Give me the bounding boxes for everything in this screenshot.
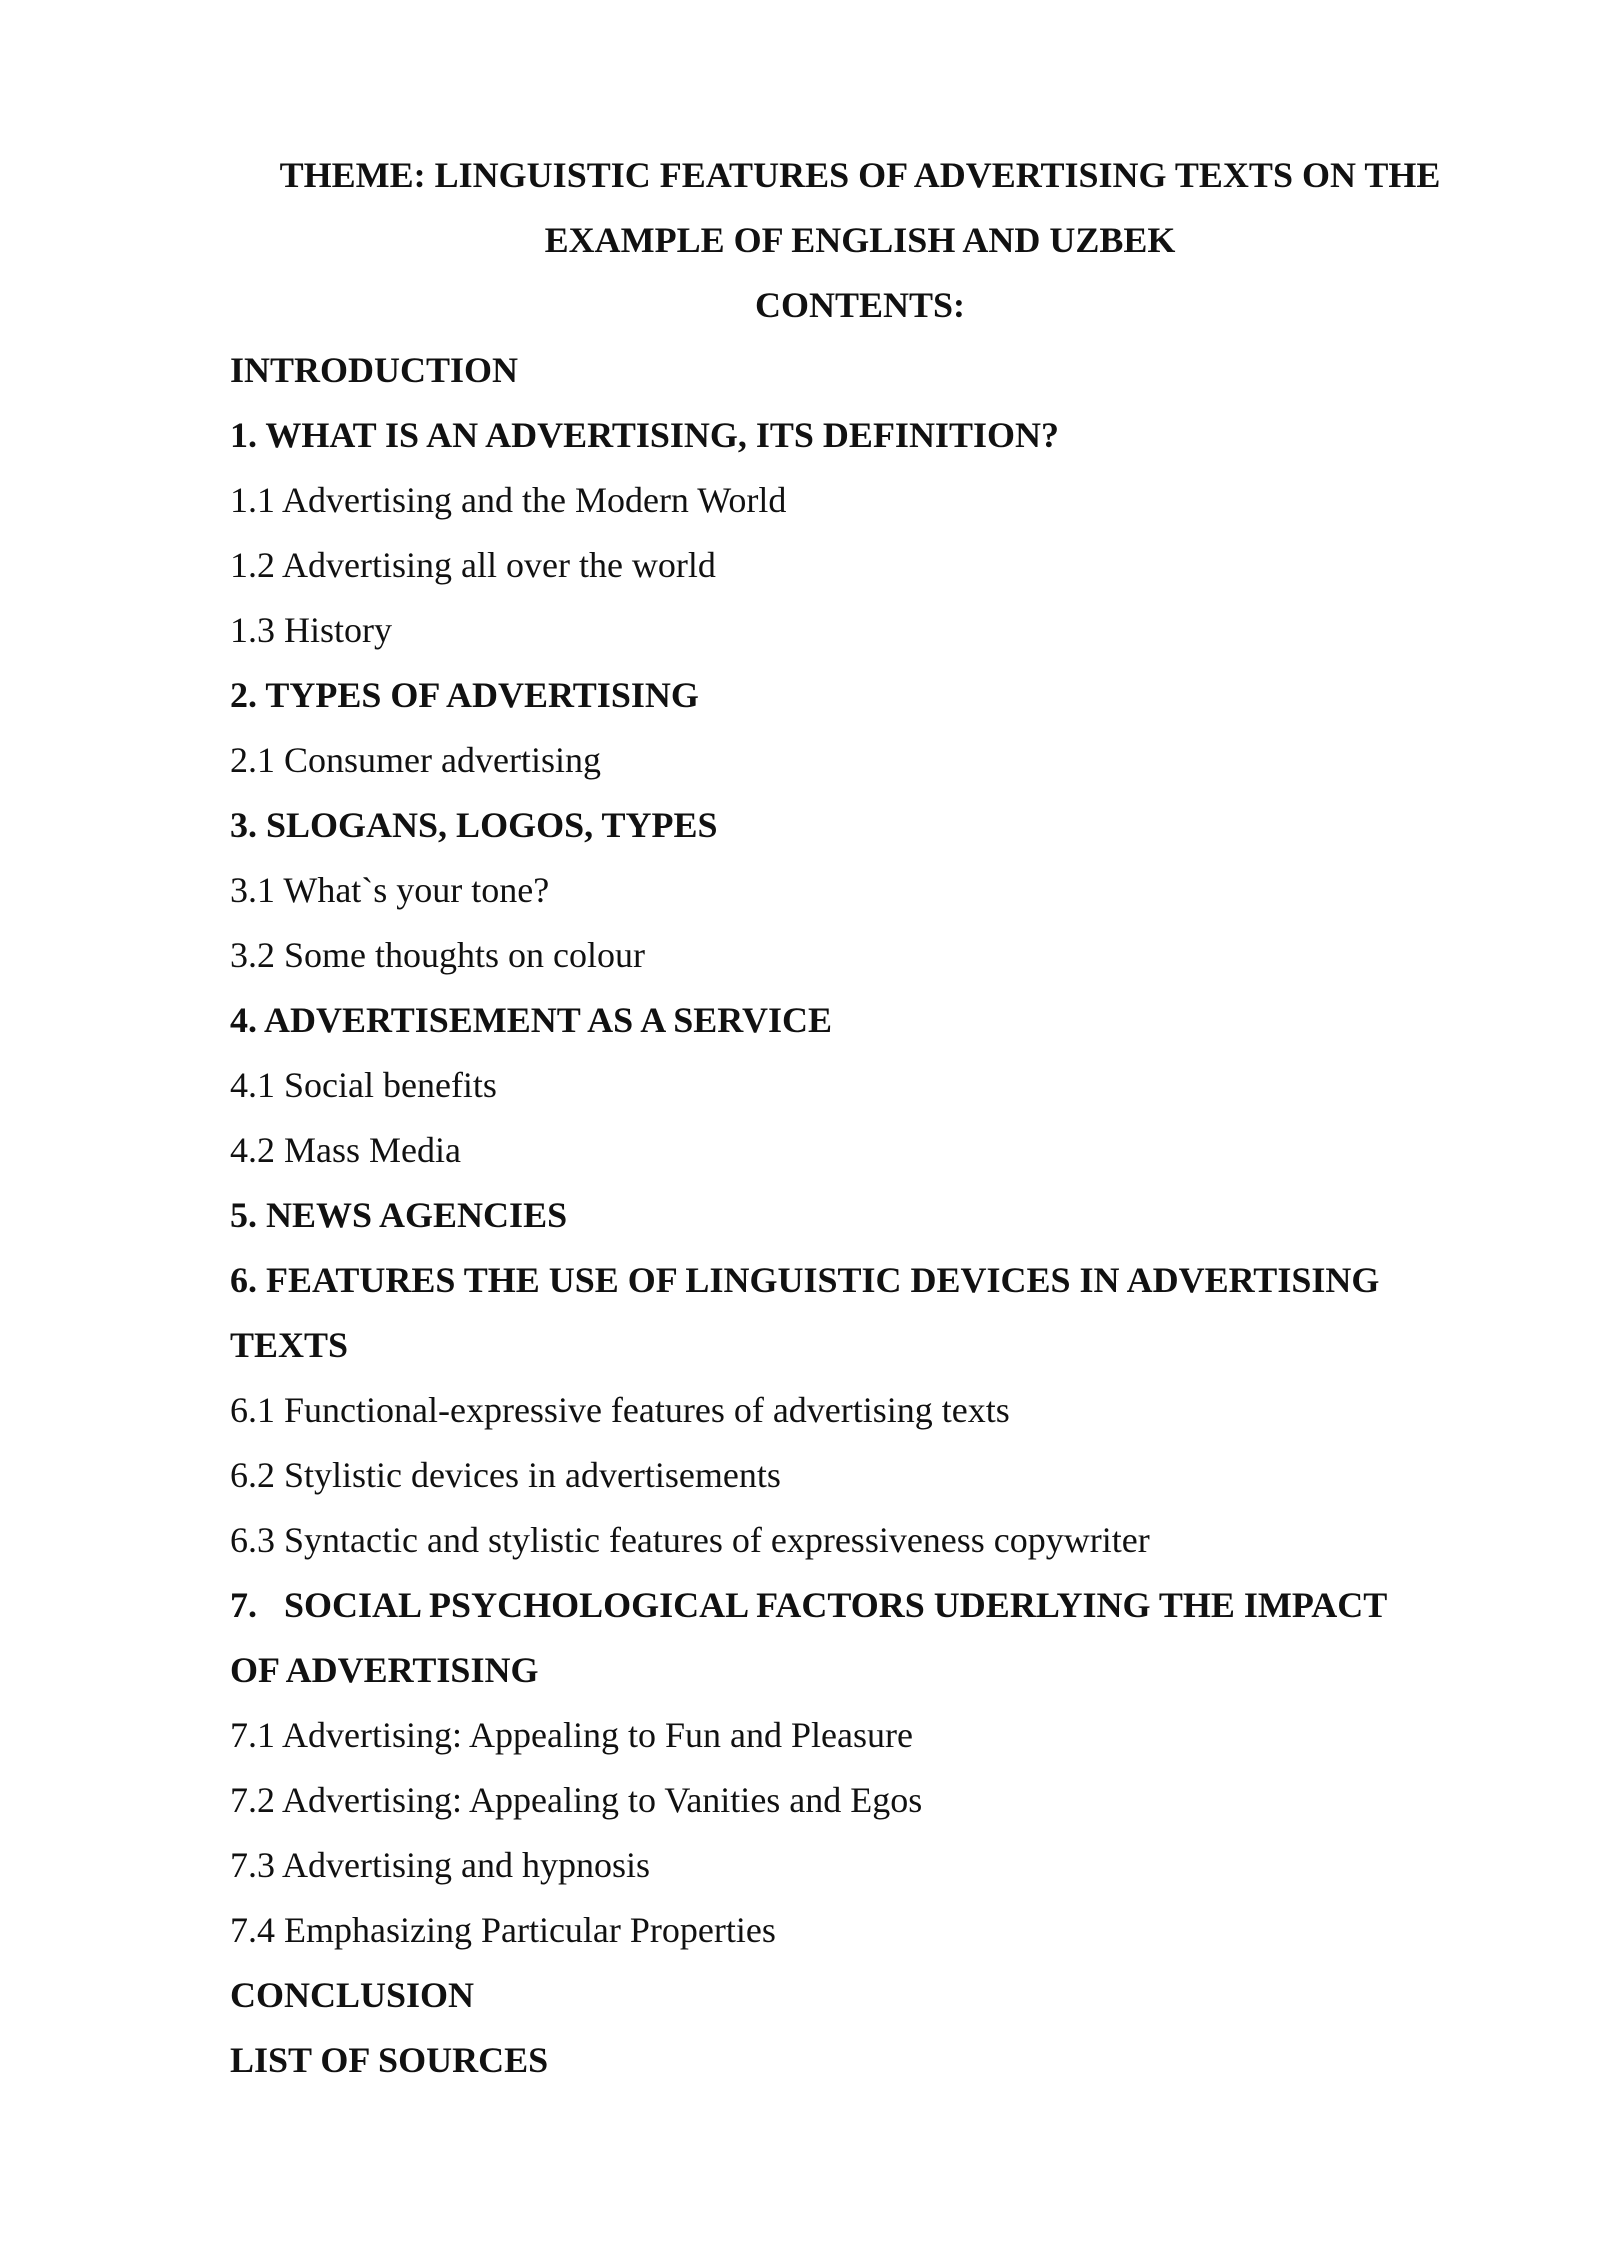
toc-subsection-item: 1.2 Advertising all over the world: [230, 545, 716, 585]
toc-section-heading: 3. SLOGANS, LOGOS, TYPES: [230, 805, 718, 845]
toc-subsection-item: 7.4 Emphasizing Particular Properties: [230, 1910, 776, 1950]
toc-subsection-item: 3.1 What`s your tone?: [230, 870, 550, 910]
toc-subsection-item: 2.1 Consumer advertising: [230, 740, 601, 780]
theme-title-line-1: THEME: LINGUISTIC FEATURES OF ADVERTISING TEXTS ON THE: [279, 155, 1441, 195]
toc-section-heading: 4. ADVERTISEMENT AS A SERVICE: [230, 1000, 832, 1040]
toc-subsection-item: 7.1 Advertising: Appealing to Fun and Pleasure: [230, 1715, 913, 1755]
toc-subsection-item: 1.3 History: [230, 610, 392, 650]
toc-subsection-item: 7.3 Advertising and hypnosis: [230, 1845, 650, 1885]
toc-subsection-item: 7.2 Advertising: Appealing to Vanities and Egos: [230, 1780, 923, 1820]
toc-subsection-item: 4.2 Mass Media: [230, 1130, 461, 1170]
toc-section-heading: TEXTS: [230, 1325, 349, 1365]
toc-subsection-item: 1.1 Advertising and the Modern World: [230, 480, 787, 520]
toc-subsection-item: 6.3 Syntactic and stylistic features of expressiveness copywriter: [230, 1520, 1150, 1560]
toc-subsection-item: 6.2 Stylistic devices in advertisements: [230, 1455, 781, 1495]
toc-section-heading: 7. SOCIAL PSYCHOLOGICAL FACTORS UDERLYING THE IMPACT: [230, 1585, 1388, 1625]
toc-section-heading: 1. WHAT IS AN ADVERTISING, ITS DEFINITION?: [230, 415, 1059, 455]
toc-subsection-item: 6.1 Functional-expressive features of advertising texts: [230, 1390, 1010, 1430]
toc-section-heading: 2. TYPES OF ADVERTISING: [230, 675, 699, 715]
theme-title: [230, 143, 1490, 273]
toc-subsection-item: 3.2 Some thoughts on colour: [230, 935, 645, 975]
toc-section-heading: OF ADVERTISING: [230, 1650, 539, 1690]
toc-section-heading: LIST OF SOURCES: [230, 2040, 549, 2080]
toc-section-heading: 6. FEATURES THE USE OF LINGUISTIC DEVICES IN ADVERTISING: [230, 1260, 1380, 1300]
toc-subsection-item: 4.1 Social benefits: [230, 1065, 497, 1105]
theme-title-line-2: EXAMPLE OF ENGLISH AND UZBEK: [544, 220, 1176, 260]
toc-section-heading: CONCLUSION: [230, 1975, 475, 2015]
toc-section-heading: 5. NEWS AGENCIES: [230, 1195, 568, 1235]
contents-heading: CONTENTS:: [754, 285, 966, 325]
table-of-contents: [230, 338, 1490, 2093]
toc-section-heading: INTRODUCTION: [230, 350, 519, 390]
